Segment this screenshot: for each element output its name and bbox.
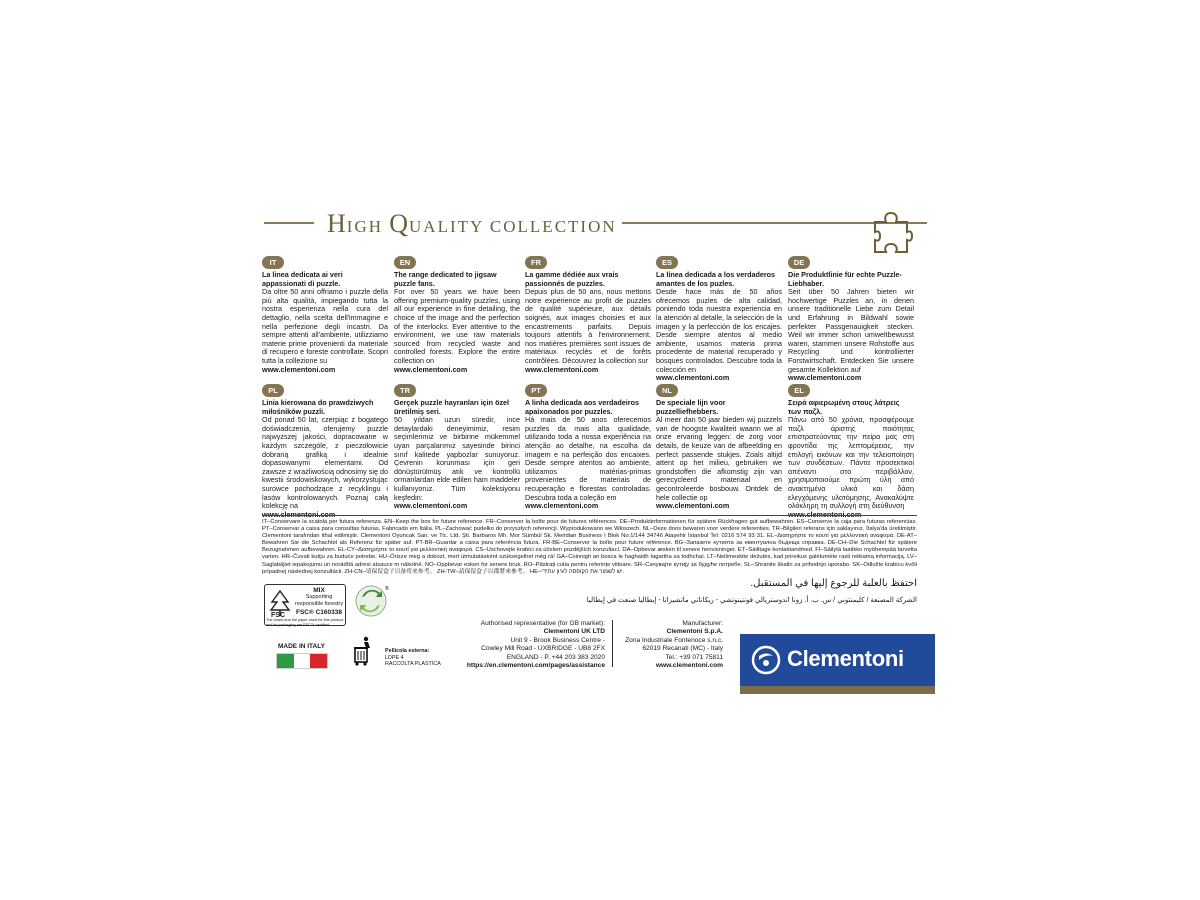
lang-block-pt [525, 384, 651, 511]
lang-headline: La línea dedicada a los verdaderos amantes de los puzles. [656, 270, 776, 288]
notes-divider [262, 515, 917, 516]
lang-badge: EL [788, 384, 810, 397]
lang-badge: FR [525, 256, 547, 269]
fsc-supporting: Supporting responsible forestry [295, 594, 343, 607]
lang-block-es [656, 256, 782, 383]
manufacturer-line: 62019 Recanati (MC) - Italy [642, 645, 723, 653]
lang-body: Od ponad 50 lat, czerpiąc z bogatego doświadczenia, oferujemy puzzle najwyższej jakości, dopracowane w każdym szczególe, z pieczołowicie dobraną grafiką i idealnie dopasowanymi elementami. Od zawsze z wrażliwością odnosimy się do kwestii środowiskowych, wykorzystując surowce pochodzące z recyklingu i lasów kontrolowanych. Poznaj całą kolekcję na [262, 415, 388, 511]
lang-headline: Σειρά αφιερωμένη στους λάτρεις των παζλ. [788, 398, 900, 416]
made-in-italy-label: MADE IN ITALY [278, 643, 325, 650]
lang-block-fr [525, 256, 651, 374]
lang-block-tr [394, 384, 520, 511]
lang-block-nl [656, 384, 782, 511]
clementoni-logo-panel [740, 634, 935, 686]
gb-rep-line: Cowley Mill Road - UXBRIDGE - UB8 2FX [481, 645, 605, 653]
lang-headline: La gamme dédiée aux vrais passionnés de puzzles. [525, 270, 619, 288]
lang-headline: The range dedicated to jigsaw puzzle fans. [394, 270, 497, 288]
lang-body: Al meer dan 50 jaar bieden wij puzzels van de hoogste kwaliteit waarin we al onze ervaring leggen: de zorg voor details, de keuze van de afbeelding en perfect passende stukjes. Zoals altijd attent op het milieu, gebruiken we grondstoffen die afkomstig zijn van gerecycleerd materiaal en gecontroleerde bosbouw. Ontdek de hele collectie op [656, 415, 782, 502]
recycle-bin-icon [352, 636, 374, 668]
arabic-notice: احتفظ بالعلبة للرجوع إليها في المستقبل. [750, 578, 917, 589]
lang-badge: ES [656, 256, 678, 269]
collection-header [262, 206, 944, 240]
lang-url: www.clementoni.com [788, 373, 862, 383]
lang-block-pl [262, 384, 388, 519]
brand-name: Clementoni [787, 646, 904, 671]
lang-headline: Linia kierowana do prawdziwych miłośników puzzli. [262, 398, 374, 416]
lang-badge: PT [525, 384, 547, 397]
lang-headline: Die Produktlinie für echte Puzzle-Liebhaber. [788, 270, 902, 288]
lang-body: 50 yıldan uzun süredir, ince detaylardaki deneyimimiz, resim seçimlerimiz ve birbirine mükemmel uyan parçalarımız sayesinde birinci sınıf kalitede yapbozlar sunuyoruz. Çevrenin korunması için geri dönüştürülmüş atık ve kontrollü ormanlardan elde edilen ham maddeler kullanıyoruz. Tüm koleksiyonu keşfedin: [394, 415, 520, 502]
fsc-mix: MIX [313, 587, 325, 594]
lang-url: www.clementoni.com [525, 501, 599, 511]
arabic-manufacturer: الشركة المصنعة / كليمنتوني / س. ب. أ. زونا اندوستريالي فونتينوتشي - ريكاناتي ماتشيراتا - إيطاليا صنعت في إيطاليا [586, 597, 917, 604]
svg-text:®: ® [385, 586, 389, 592]
collection-title: HIGH QUALITY COLLECTION [327, 209, 617, 238]
gb-rep-line: Unit 9 - Brook Business Centre - [510, 636, 605, 644]
address-divider [612, 620, 613, 667]
packaging-info [385, 648, 441, 668]
lang-body: For over 50 years we have been offering premium-quality puzzles, using all our experience in fine detailing, the choice of the image and the perfection of the interlocks. Ever attentive to the environment, we use raw materials sourced from recycled waste and controlled forests. Explore the entire collection on [394, 287, 520, 365]
lang-headline: A linha dedicada aos verdadeiros apaixonados por puzzles. [525, 398, 639, 416]
lang-body: Há mais de 50 anos oferecemos puzzles da mais alta qualidade, utilizando toda a nossa experiência na atenção ao detalhe, na escolha da imagem e na perfeição dos encaixes. Desde sempre atentos ao ambiente, utilizamos matérias-primas provenientes de materiais de recuperação e florestas controladas. Descubra toda a coleção em [525, 415, 651, 502]
lang-body: Seit über 50 Jahren bieten wir hochwertige Puzzles an, in denen unsere traditionelle Liebe zum Detail und Erfahrung in Bildwahl sowie perfekter Passgenauigkeit stecken. Weil wir immer schon umweltbewusst waren, stammen unsere Rohstoffe aus Recycling und kontrollierter Forstwirtschaft. Entdecken Sie unsere gesamte Kollektion auf [788, 287, 914, 374]
gb-rep-company: Clementoni UK LTD [543, 628, 605, 636]
lang-body: Desde hace más de 50 años ofrecemos puzles de alta calidad, poniendo toda nuestra experiencia en la atención al detalle, la selección de la imagen y la perfección de los encajes. Desde siempre atentos al medio ambiente, usamos materia prima procedente de material recuperado y bosques controlados. Descubre toda la colección en [656, 287, 782, 374]
manufacturer-line: Manufacturer: [682, 620, 723, 627]
lang-body: Depuis plus de 50 ans, nous mettons notre expérience au profit de puzzles de qualité supérieure, aux détails soignés, aux images choisies et aux encastrements parfaits. Depuis toujours attentifs à l'environnement, nos matières premières sont issues de matériaux recyclés et de forêts contrôlées. Découvrez la collection sur [525, 287, 651, 365]
fsc-note: The board and the paper used for this product and its packaging are FSC™ certified. [266, 618, 344, 627]
lang-url: www.clementoni.com [262, 364, 336, 374]
lang-url: www.clementoni.com [394, 364, 468, 374]
clementoni-emblem-icon [751, 645, 781, 675]
lang-block-en [394, 256, 520, 374]
green-dot-recycle-icon [355, 584, 389, 618]
fsc-text [295, 588, 343, 607]
manufacturer-line: Zona Industriale Fontenoce s.n.c. [625, 636, 723, 644]
fsc-code: FSC® C160338 [296, 609, 342, 616]
manufacturer-company: Clementoni S.p.A. [666, 628, 723, 636]
lang-headline: De speciale lijn voor puzzelliefhebbers. [656, 398, 726, 416]
fsc-label: FSC [271, 612, 285, 619]
lang-badge: TR [394, 384, 416, 397]
puzzle-piece-icon [871, 208, 913, 258]
lang-body: Da oltre 50 anni offriamo i puzzle della più alta qualità, impiegando tutta la nostra esperienza nella cura del dettaglio, nella scelta dell'immagine e nella perfezione degli incastri. Da sempre attenti all'ambiente, utilizziamo materie prime provenienti da materiale di recupero e foreste controllate. Scopri tutta la collezione su [262, 287, 388, 365]
lang-body: Πάνω από 50 χρόνια, προσφέρουμε παζλ άριστης ποιότητας επιστρατεύοντας την πείρα μας στη φροντίδα της λεπτομέρειας, την επιλογή εικόνων και την τελειοποίηση των συνδέσεων. Πάντα προσεκτικοί απέναντι στο περιβάλλον, χρησιμοποιούμε πρώτη ύλη από ανακτημένα υλικά και δάση ελεγχόμενης υλοτόμησης. Ανακαλύψτε ολόκληρη τη συλλογή στη διεύθυνση [788, 415, 914, 511]
multilingual-notes: IT–Conservare la scatola per futura referenza. EN–Keep the box for future reference. FR–Conserver la boîte pour de futures références. DE–Produktinformationen für spätere Rückfragen gut aufbewahren. ES–Conserve la caja para futuras referencias. PT–Conservar a caixa para consultas futuras. Fabricado em Itália. PL–Zachować pudełko do przyszłych referencji. Wyprodukowano we Włoszech. NL–Deze doos bewaren voor verdere referenties. TR–Bilgileri referans için saklayınız. İtalya'da üretilmiştir. Clementoni tarafından ithal edilmiştir. Clementoni Oyuncak San. ve Tic. Ltd. Şti. Barbaros Mh. Mor Sümbül Sk. Meridian Business I Blok No:1/144 34746 Ataşehir İstanbul Tel: 0216 574 93 31. EL–Διατηρήστε το κουτί για μελλοντική αναφορά. DE-AT–Bewahren Sie die Schachtel als Referenz für später auf. PT-BR–Guardar a caixa para referência futura. FR-BE–Conserver la boîte pour future référence. BG–Запазете кутията за евентуална бъдеща справка. DE-CH–Die Schachtel für spätere Bezugnahmen aufbewahren. EL-CY–Διατηρήστε το κουτί για μελλοντική αναφορά. CS–Uschovejte krabici za účelem pozdějších konzultací. DA–Opbevar æsken til senere henvisninger. ET–Säilitage kontaktandmed. FI–Säilytä laatikko myöhempää tarvetta varten. HR–Čuvati kutiju za buduće potrebe. HU–Őrizze meg a dobozt, mert útmutatásként szükségelhet még rá! GA–Coinnigh an bosca le haghaidh tagartha sa todhchaí. LT–Neišmeskite dėžutės, kad prireikus galėtumėte rasti reikiamą informaciją. LV–Saglabājiet iepakojumu un norādītā adresi atsauce m nākotnē. NO–Oppbevar esken for senere bruk. RO–Păstrați cutia pentru referințe viitoare. SR–Сачувајте кутију за будуће потребе. SL–Shranite škatlo za prihodnjo uporabo. SK–Odložte krabicu kvôli prípadnej následnej konzultácii. ZH-CN–请保留盒子以备将来参考。 ZH-TW–請保留盒子以備將來參考。 HE–יש לשמור את הקופסה לעיון עתידי. [262, 519, 917, 575]
header-rule-left [264, 222, 314, 224]
lang-url: www.clementoni.com [656, 501, 730, 511]
manufacturer-info [620, 620, 723, 670]
lang-url: www.clementoni.com [525, 364, 599, 374]
manufacturer-url: www.clementoni.com [655, 662, 723, 670]
gb-representative [445, 620, 605, 670]
lang-block-it [262, 256, 388, 374]
clementoni-logo [740, 634, 935, 694]
lang-badge: EN [394, 256, 416, 269]
pellicola-line1: LDPE 4 [385, 654, 404, 661]
gb-rep-line: ENGLAND - P. +44 203 383 2020 [506, 653, 605, 661]
italy-flag-icon [276, 653, 328, 669]
lang-badge: DE [788, 256, 810, 269]
lang-url: www.clementoni.com [656, 373, 730, 383]
lang-headline: Gerçek puzzle hayranları için özel üretilmiş seri. [394, 398, 510, 416]
lang-url: www.clementoni.com [394, 501, 468, 511]
lang-badge: NL [656, 384, 678, 397]
lang-badge: PL [262, 384, 284, 397]
lang-block-el [788, 384, 914, 519]
lang-badge: IT [262, 256, 284, 269]
lang-headline: La linea dedicata ai veri appassionati di puzzle. [262, 270, 343, 288]
lang-block-de [788, 256, 914, 383]
gb-rep-url: https://en.clementoni.com/pages/assistance [466, 662, 605, 670]
manufacturer-line: Tel.: +39 071 75811 [665, 653, 723, 661]
gb-rep-line: Authorised representative (for GB market): [480, 620, 605, 627]
pellicola-line2: RACCOLTA PLASTICA [385, 661, 441, 667]
pellicola-title: Pellicola esterna: [385, 648, 430, 654]
